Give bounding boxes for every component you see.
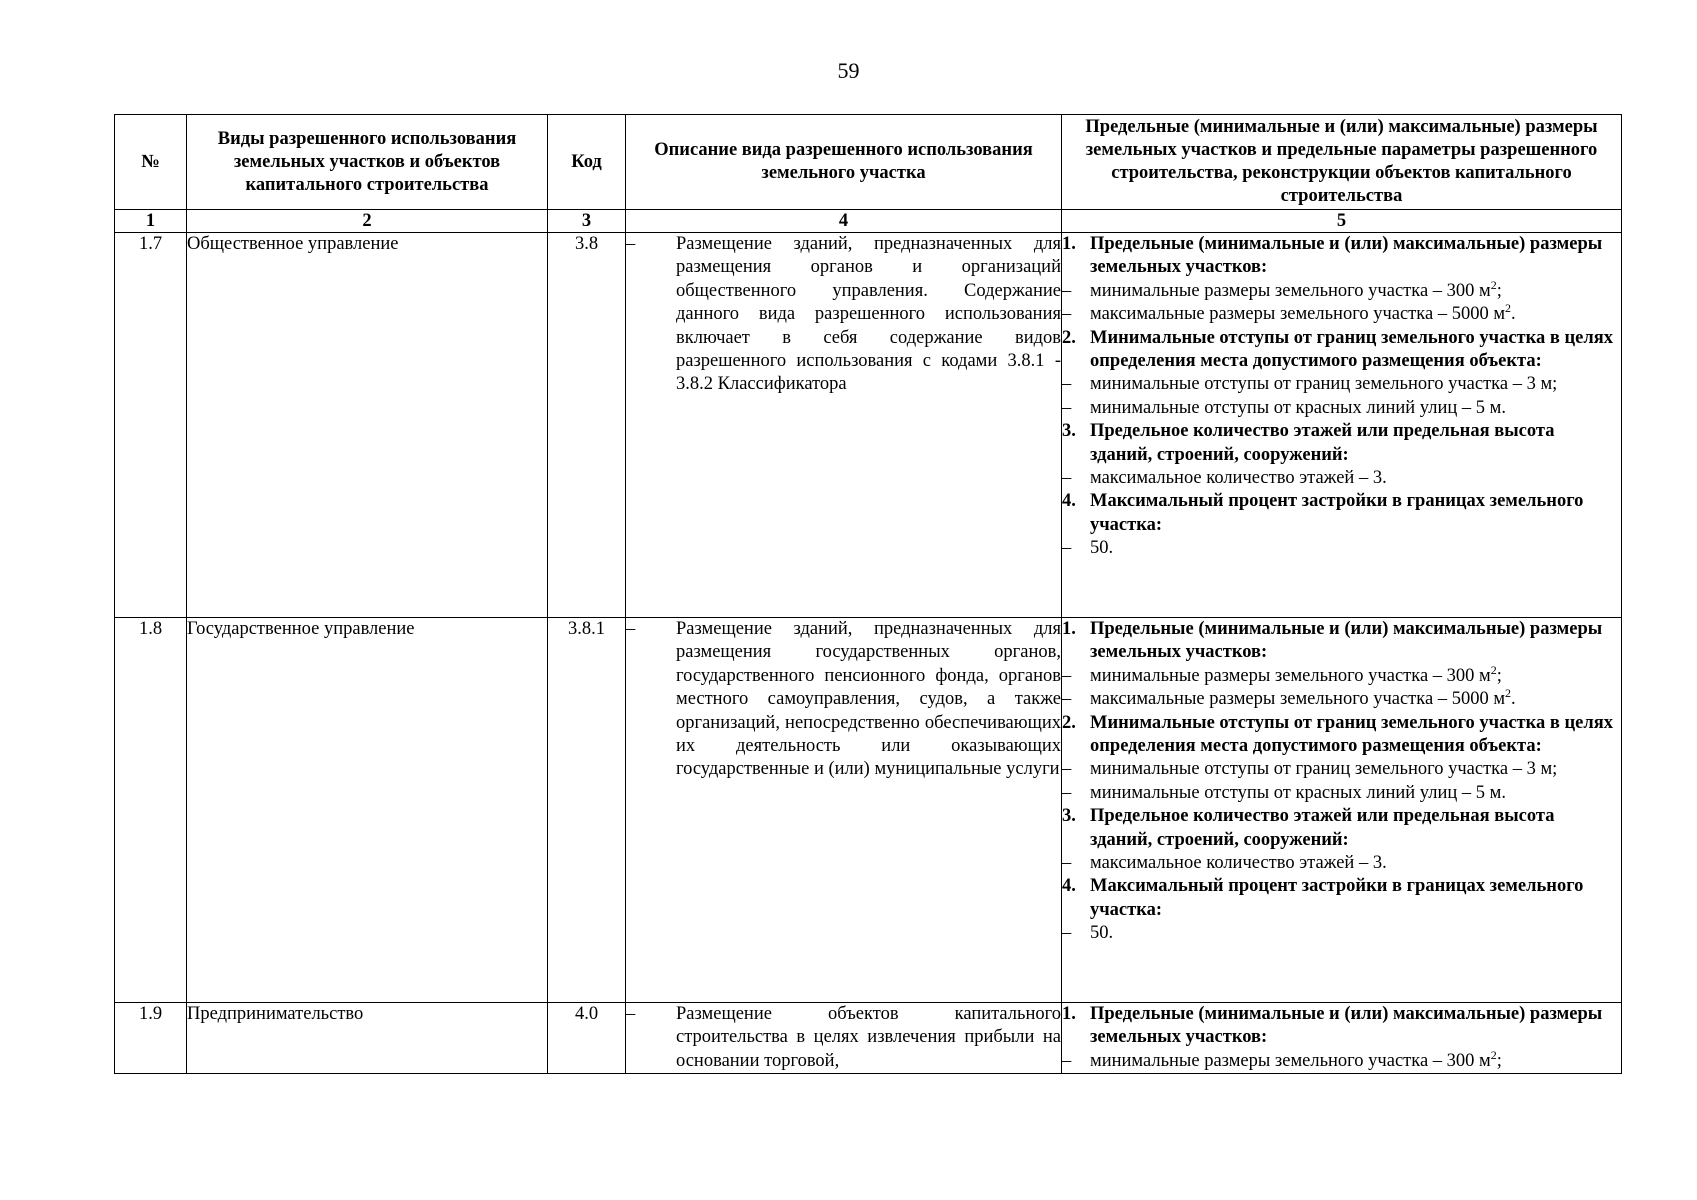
column-number: 1 (115, 210, 187, 233)
dash-marker: – (626, 234, 636, 254)
header-parameters: Предельные (минимальные и (или) максимальные) размеры земельных участков и предельные параметры разрешенного строительства, реконструкции объектов капитального строительства (1062, 115, 1622, 210)
column-number: 4 (626, 210, 1062, 233)
param-heading: 1. Предельные (минимальные и (или) максимальные) размеры земельных участков: (1062, 1004, 1603, 1048)
table-row (115, 618, 1622, 1003)
param-item: – минимальные размеры земельного участка – 300 $м^2$; (1062, 1047, 1502, 1071)
header-code: Код (548, 115, 626, 210)
column-number: 2 (187, 210, 548, 233)
param-heading: 4. Максимальный процент застройки в границах земельного участка: (1062, 876, 1584, 920)
header-number: № (115, 115, 187, 210)
param-item: – максимальные размеры земельного участка – 5000 $м^2$. (1062, 686, 1516, 710)
usage-code: 3.8.1 (548, 618, 626, 1003)
param-heading: 2. Минимальные отступы от границ земельного участка в целях определения места допустимого размещения объекта: (1062, 327, 1613, 372)
usage-name: Общественное управление (187, 233, 548, 618)
param-item: – минимальные размеры земельного участка – 300 $м^2$; (1062, 662, 1502, 686)
zoning-table (114, 114, 1622, 1074)
table-row (115, 233, 1622, 618)
param-item: – минимальные отступы от красных линий улиц – 5 м. (1062, 397, 1506, 418)
description-text: Размещение зданий, предназначенных для размещения государственных органов, государственного пенсионного фонда, органов местного самоуправления, судов, а также организаций, непосредственно обеспечивающих их деятельность или оказывающих государственные и (или) муниципальные услуги (676, 619, 1061, 780)
dash-marker: – (626, 1004, 636, 1024)
param-item: – максимальное количество этажей – 3. (1062, 468, 1387, 489)
usage-parameters (1062, 233, 1622, 618)
row-number: 1.8 (115, 618, 187, 1003)
usage-description (626, 1003, 1062, 1074)
usage-description (626, 618, 1062, 1003)
table-row (115, 1003, 1622, 1074)
param-heading: 3. Предельное количество этажей или предельная высота зданий, строений, сооружений: (1062, 421, 1555, 465)
param-item: – минимальные отступы от границ земельного участка – 3 м; (1062, 759, 1558, 780)
param-item: – 50. (1062, 538, 1114, 559)
usage-parameters (1062, 618, 1622, 1003)
description-text: Размещение зданий, предназначенных для размещения органов и организаций общественного управления. Содержание данного вида разрешенного использования включает в себя содержание видов разрешенного использования с кодами 3.8.1 - 3.8.2 Классификатора (676, 234, 1061, 395)
header-usage-type: Виды разрешенного использования земельных участков и объектов капитального строительства (187, 115, 548, 210)
page-number: 59 (837, 58, 860, 83)
param-item: – 50. (1062, 923, 1114, 944)
header-description: Описание вида разрешенного использования земельного участка (626, 115, 1062, 210)
table-header-row (115, 115, 1622, 210)
param-heading: 2. Минимальные отступы от границ земельного участка в целях определения места допустимого размещения объекта: (1062, 712, 1613, 757)
usage-code: 4.0 (548, 1003, 626, 1074)
usage-name: Предпринимательство (187, 1003, 548, 1074)
usage-code: 3.8 (548, 233, 626, 618)
param-heading: 1. Предельные (минимальные и (или) максимальные) размеры земельных участков: (1062, 619, 1603, 663)
column-numbers-row (115, 210, 1622, 233)
param-item: – минимальные отступы от красных линий улиц – 5 м. (1062, 782, 1506, 803)
column-number: 3 (548, 210, 626, 233)
param-heading: 1. Предельные (минимальные и (или) максимальные) размеры земельных участков: (1062, 234, 1603, 278)
param-heading: 3. Предельное количество этажей или предельная высота зданий, строений, сооружений: (1062, 806, 1555, 850)
usage-name: Государственное управление (187, 618, 548, 1003)
description-text: Размещение объектов капитального строительства в целях извлечения прибыли на основании торговой, (676, 1004, 1061, 1071)
row-number: 1.7 (115, 233, 187, 618)
dash-marker: – (626, 619, 636, 639)
column-number: 5 (1062, 210, 1622, 233)
usage-parameters (1062, 1003, 1622, 1074)
param-item: – минимальные отступы от границ земельного участка – 3 м; (1062, 374, 1558, 395)
param-item: – минимальные размеры земельного участка – 300 $м^2$; (1062, 277, 1502, 301)
param-heading: 4. Максимальный процент застройки в границах земельного участка: (1062, 491, 1584, 535)
param-item: – максимальное количество этажей – 3. (1062, 853, 1387, 874)
param-item: – максимальные размеры земельного участка – 5000 $м^2$. (1062, 301, 1516, 325)
row-number: 1.9 (115, 1003, 187, 1074)
usage-description (626, 233, 1062, 618)
